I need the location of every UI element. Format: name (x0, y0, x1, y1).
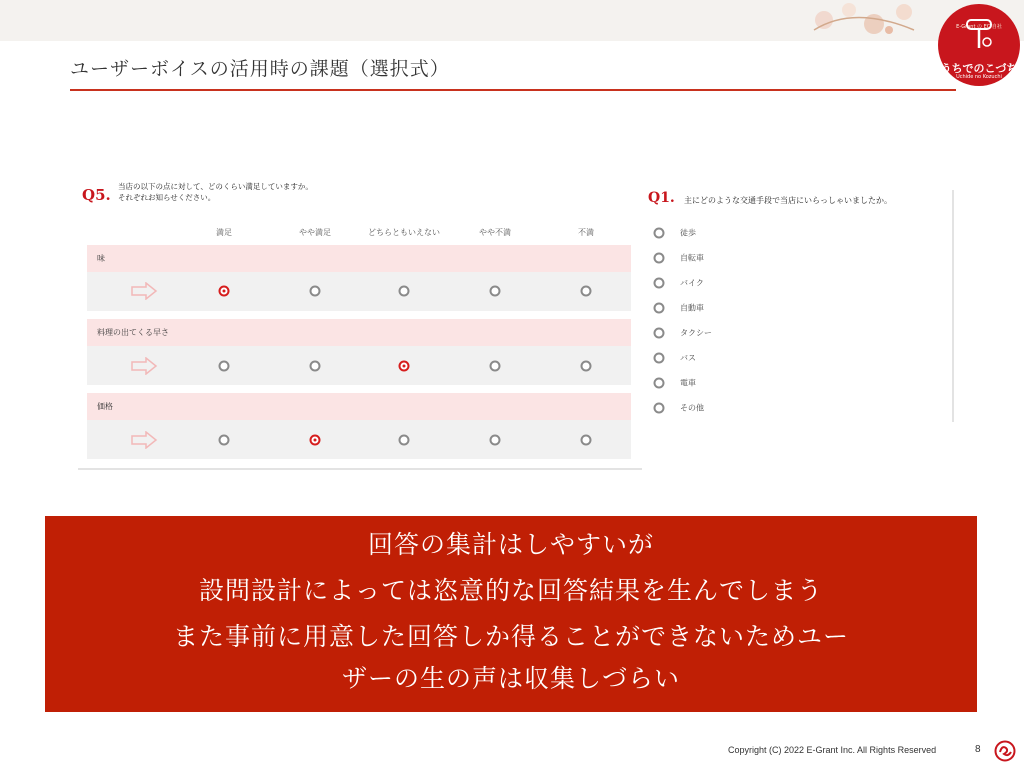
radio-speed-somewhat-satisfied[interactable] (310, 361, 321, 372)
option-label-other: その他 (680, 403, 704, 413)
row-label-taste: 味 (97, 254, 105, 263)
column-header-somewhat-satisfied: やや満足 (299, 228, 331, 237)
radio-car[interactable] (654, 303, 665, 314)
radio-speed-dissatisfied[interactable] (581, 361, 592, 372)
radio-other[interactable] (654, 403, 665, 414)
option-label-taxi: タクシー (680, 328, 712, 338)
radio-taste-somewhat-dissatisfied[interactable] (490, 286, 501, 297)
radio-price-somewhat-satisfied[interactable] (310, 435, 321, 446)
copyright-text: Copyright (C) 2022 E-Grant Inc. All Rights Reserved (728, 745, 937, 755)
matrix-row-label-band (87, 319, 631, 346)
q5-question-text (118, 181, 418, 203)
callout-line-2: 設問設計によっては恣意的な回答結果を生んでしまう (198, 576, 823, 605)
option-label-motorbike: バイク (680, 278, 704, 288)
mallet-icon (959, 14, 999, 52)
radio-taste-neutral[interactable] (399, 286, 410, 297)
radio-speed-neutral[interactable] (399, 361, 410, 372)
row-label-price: 価格 (97, 402, 113, 411)
radio-speed-somewhat-dissatisfied[interactable] (490, 361, 501, 372)
column-header-neutral: どちらともいえない (368, 228, 440, 237)
logo-small-text: E-Grant の EC 自社 (956, 24, 1002, 30)
option-label-train: 電車 (680, 378, 696, 388)
floral-decoration (794, 0, 944, 41)
matrix-row-label-band (87, 245, 631, 272)
brand-seal-logo (938, 4, 1020, 86)
radio-price-neutral[interactable] (399, 435, 410, 446)
callout-line-4: ザーの生の声は収集しづらい (341, 664, 680, 693)
logo-name: うちでのこづち (940, 62, 1018, 75)
page-title: ユーザーボイスの活用時の課題（選択式） (70, 58, 450, 80)
callout-line-1: 回答の集計はしやすいが (367, 530, 654, 559)
survey-single-choice-q1 (646, 190, 954, 422)
radio-train[interactable] (654, 378, 665, 389)
logo-sub-text: Uchide no Kozuchi (956, 74, 1002, 80)
radio-taste-dissatisfied[interactable] (581, 286, 592, 297)
summary-callout (45, 516, 977, 712)
q1-question-text: 主にどのような交通手段で当店にいらっしゃいましたか。 (684, 196, 892, 205)
option-label-bus: バス (680, 353, 696, 363)
q5-number: Q5. (82, 186, 111, 204)
option-label-car: 自動車 (680, 303, 704, 313)
matrix-row-options (87, 346, 631, 385)
radio-price-satisfied[interactable] (219, 435, 230, 446)
callout-line-3: また事前に用意した回答しか得ることができないためユー (172, 622, 849, 651)
arrow-right-icon (130, 357, 158, 375)
q5-question-line2: それぞれお知らせください。 (118, 193, 216, 202)
column-header-satisfied: 満足 (216, 228, 232, 237)
matrix-row-label-band (87, 393, 631, 420)
radio-price-dissatisfied[interactable] (581, 435, 592, 446)
title-underline (70, 89, 956, 91)
option-label-bicycle: 自転車 (680, 253, 704, 263)
matrix-row-options (87, 272, 631, 311)
radio-bicycle[interactable] (654, 253, 665, 264)
radio-taste-satisfied[interactable] (219, 286, 230, 297)
survey-matrix-q5 (78, 163, 642, 470)
matrix-row-options (87, 420, 631, 459)
option-label-walk: 徒歩 (680, 228, 696, 238)
column-header-somewhat-dissatisfied: やや不満 (479, 228, 511, 237)
arrow-right-icon (130, 282, 158, 300)
radio-motorbike[interactable] (654, 278, 665, 289)
arrow-right-icon (130, 431, 158, 449)
radio-taste-somewhat-satisfied[interactable] (310, 286, 321, 297)
radio-price-somewhat-dissatisfied[interactable] (490, 435, 501, 446)
page-number: 8 (975, 744, 981, 755)
radio-speed-satisfied[interactable] (219, 361, 230, 372)
column-header-dissatisfied: 不満 (578, 228, 594, 237)
radio-walk[interactable] (654, 228, 665, 239)
company-logo-icon (994, 740, 1016, 762)
q1-number: Q1. (648, 190, 675, 206)
q5-question-line1: 当店の以下の点に対して、どのくらい満足していますか。 (118, 182, 313, 191)
radio-bus[interactable] (654, 353, 665, 364)
radio-taxi[interactable] (654, 328, 665, 339)
row-label-serving-speed: 料理の出てくる早さ (97, 328, 169, 337)
